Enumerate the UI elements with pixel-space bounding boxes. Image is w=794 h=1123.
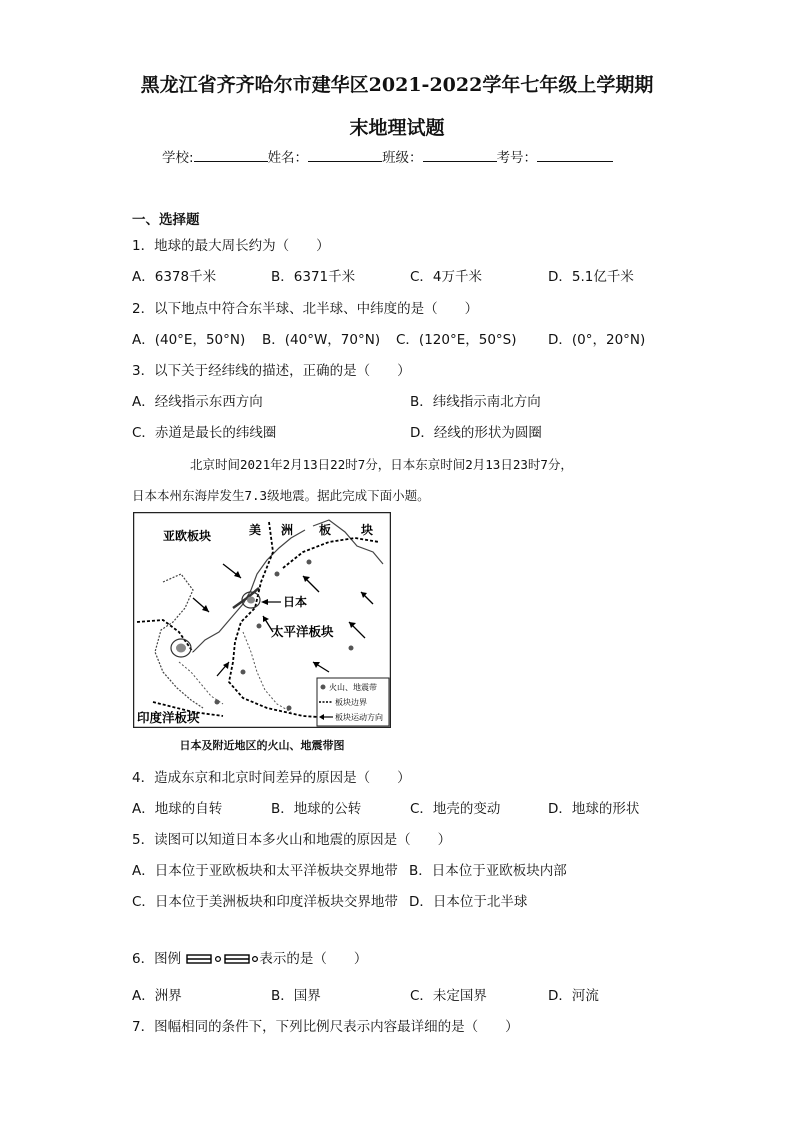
q5-option-a[interactable]: A．日本位于亚欧板块和太平洋板块交界地带 [132,863,398,879]
border-legend-icon [185,952,259,966]
school-blank[interactable] [194,147,268,162]
q5-option-c[interactable]: C．日本位于美洲板块和印度洋板块交界地带 [132,894,398,910]
q1-option-b[interactable]: B．6371千米 [271,269,356,285]
name-label: 姓名： [267,150,309,166]
page-title-line1: 黑龙江省齐齐哈尔市建华区2021-2022学年七年级上学期期 [140,74,654,96]
q6-option-a[interactable]: A．洲界 [132,988,182,1004]
q1-stem: 1．地球的最大周长约为（ ） [132,238,330,254]
label-eurasia: 亚欧板块 [163,529,212,543]
japan-plate-map [133,512,391,728]
intro-line1: 北京时间2021年2月13日22时7分，日本东京时间2月13日23时7分， [190,457,573,472]
label-america-2: 洲 [281,523,294,537]
label-america-3: 板 [319,523,332,537]
name-blank[interactable] [308,147,382,162]
q5-stem: 5．读图可以知道日本多火山和地震的原因是（ ） [132,832,452,848]
q6-option-d[interactable]: D．河流 [548,988,599,1004]
q4-option-d[interactable]: D．地球的形状 [548,801,640,817]
number-label: 考号： [496,150,538,166]
label-america-4: 块 [361,523,374,537]
q4-option-a[interactable]: A．地球的自转 [132,801,223,817]
class-blank[interactable] [423,147,497,162]
q2-stem: 2．以下地点中符合东半球、北半球、中纬度的是（ ） [132,301,479,317]
q3-option-b[interactable]: B．纬线指示南北方向 [410,394,541,410]
q6-stem [132,947,367,967]
q6-stem-post: 表示的是（ ） [259,951,368,967]
q6-stem-pre: 6．图例 [132,951,182,967]
q2-option-a[interactable]: A．(40°E，50°N) [132,332,246,348]
q1-option-a[interactable]: A．6378千米 [132,269,217,285]
q4-option-b[interactable]: B．地球的公转 [271,801,362,817]
q6-option-c[interactable]: C．未定国界 [410,988,487,1004]
student-info-row [162,146,613,166]
q5-option-b[interactable]: B．日本位于亚欧板块内部 [409,863,567,879]
q3-option-c[interactable]: C．赤道是最长的纬线圈 [132,425,277,441]
number-blank[interactable] [537,147,613,162]
q6-option-b[interactable]: B．国界 [271,988,321,1004]
q2-option-d[interactable]: D．(0°，20°N) [548,332,646,348]
q3-option-d[interactable]: D．经线的形状为圆圈 [410,425,542,441]
q4-option-c[interactable]: C．地壳的变动 [410,801,501,817]
intro-line2: 日本本州东海岸发生7.3级地震。据此完成下面小题。 [132,488,430,503]
legend-boundary: 板块边界 [335,698,367,707]
label-pacific: 太平洋板块 [271,624,334,639]
map-caption: 日本及附近地区的火山、地震带图 [179,739,345,752]
q2-option-b[interactable]: B．(40°W，70°N) [262,332,381,348]
class-label: 班级： [382,150,423,166]
q1-option-c[interactable]: C．4万千米 [410,269,483,285]
q5-option-d[interactable]: D．日本位于北半球 [409,894,528,910]
label-japan: 日本 [283,595,308,609]
q2-option-c[interactable]: C．(120°E，50°S) [396,332,517,348]
page-title-line2: 末地理试题 [349,117,445,139]
q1-option-d[interactable]: D．5.1亿千米 [548,269,634,285]
legend-volcano: 火山、地震带 [329,683,377,692]
school-label: 学校: [162,150,194,166]
q3-stem: 3．以下关于经纬线的描述，正确的是（ ） [132,363,411,379]
label-america-1: 美 [249,523,262,537]
q7-stem: 7．图幅相同的条件下，下列比例尺表示内容最详细的是（ ） [132,1019,519,1035]
q3-option-a[interactable]: A．经线指示东西方向 [132,394,263,410]
q4-stem: 4．造成东京和北京时间差异的原因是（ ） [132,770,411,786]
section-heading: 一、选择题 [132,212,200,228]
legend-motion: 板块运动方向 [335,713,383,722]
label-indian: 印度洋板块 [137,710,200,725]
